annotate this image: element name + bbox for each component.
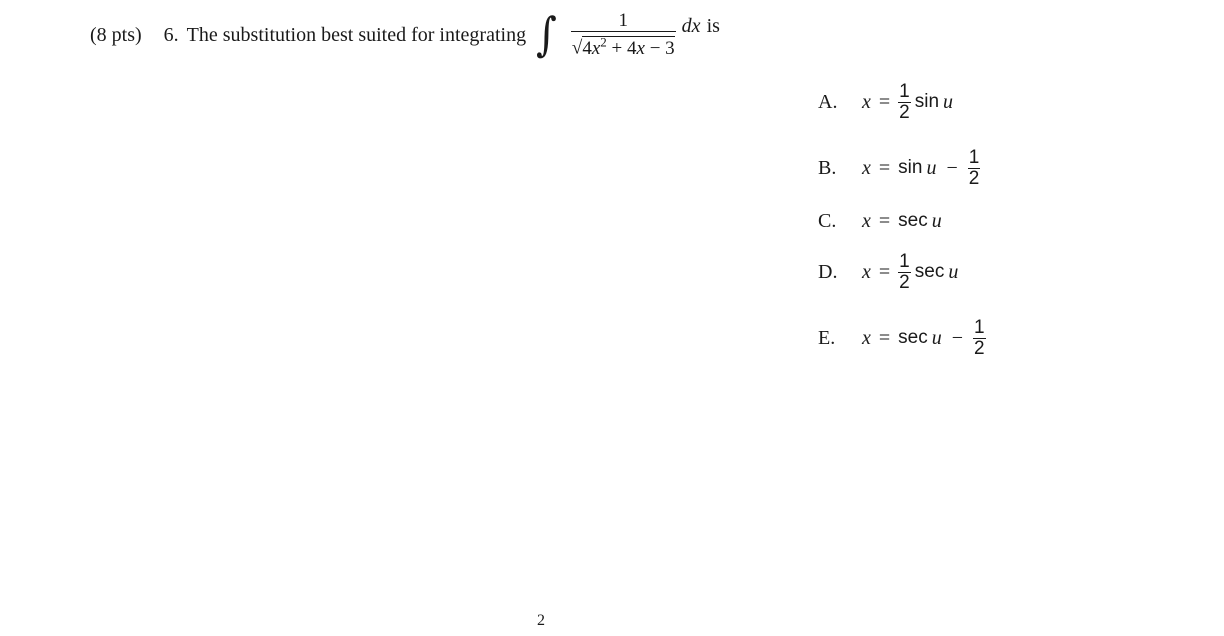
choice-expression (862, 318, 986, 359)
trig-variable: u (943, 90, 954, 113)
radicand-var: x (591, 37, 601, 59)
integrand-fraction (571, 11, 676, 58)
coefficient-fraction (898, 252, 911, 293)
radicand (582, 36, 674, 59)
choice-expression (862, 148, 980, 189)
choice-e[interactable] (818, 313, 986, 363)
lhs-var: x (862, 260, 871, 283)
tail-numerator: 1 (974, 316, 985, 338)
integrand-denominator (571, 32, 676, 58)
radicand-coef: 4 (582, 37, 592, 59)
radicand-exponent: 2 (600, 34, 607, 50)
lhs-var: x (862, 90, 871, 113)
tail-denominator: 2 (968, 167, 980, 189)
choice-d[interactable] (818, 247, 958, 297)
choice-letter: D. (818, 260, 838, 283)
lhs-var: x (862, 209, 871, 232)
integral-sign: ∫ (536, 8, 557, 62)
radicand-var-2: x (636, 37, 645, 59)
choice-a[interactable] (818, 77, 953, 127)
choice-expression (862, 210, 942, 233)
trig-function: sec (914, 261, 945, 282)
question-tail: is (706, 14, 720, 37)
equals-sign: = (878, 260, 891, 283)
trig-function: sin (914, 91, 940, 112)
coef-denominator: 2 (899, 271, 910, 293)
coefficient-fraction (898, 82, 911, 123)
choice-expression (862, 252, 958, 293)
choice-letter: B. (818, 156, 837, 179)
radical-sign: √ (571, 37, 583, 59)
lhs-var: x (862, 156, 871, 179)
minus-sign: − (946, 156, 958, 179)
question-line (90, 8, 720, 62)
radicand-constant: − 3 (644, 37, 675, 59)
trig-function: sec (898, 210, 928, 231)
page-mark: 2 (537, 612, 545, 629)
trig-function: sec (898, 327, 928, 348)
tail-fraction (973, 318, 986, 359)
trig-variable: u (948, 260, 959, 283)
equals-sign: = (878, 326, 891, 349)
choice-c[interactable] (818, 196, 942, 246)
lhs-var: x (862, 326, 871, 349)
question-number: 6. (163, 23, 179, 46)
tail-fraction (968, 148, 981, 189)
coef-numerator: 1 (899, 80, 910, 102)
choice-expression (862, 82, 953, 123)
tail-denominator: 2 (974, 337, 985, 359)
choice-letter: A. (818, 90, 838, 113)
trig-variable: u (931, 326, 942, 349)
trig-variable: u (926, 156, 937, 179)
coef-denominator: 2 (899, 101, 910, 123)
choice-letter: E. (818, 326, 836, 349)
equals-sign: = (878, 156, 891, 179)
trig-function: sin (898, 157, 923, 178)
radicand-term: + 4 (606, 37, 637, 59)
points-label: (8 pts) (90, 23, 142, 46)
choice-b[interactable] (818, 143, 980, 193)
equals-sign: = (878, 209, 891, 232)
minus-sign: − (951, 326, 964, 349)
coef-numerator: 1 (899, 250, 910, 272)
equals-sign: = (878, 90, 891, 113)
question-text: The substitution best suited for integrating (186, 23, 527, 46)
integrand-numerator: 1 (618, 10, 629, 32)
tail-numerator: 1 (968, 146, 980, 168)
trig-variable: u (931, 209, 942, 232)
differential: dx (681, 14, 701, 37)
choice-letter: C. (818, 209, 837, 232)
